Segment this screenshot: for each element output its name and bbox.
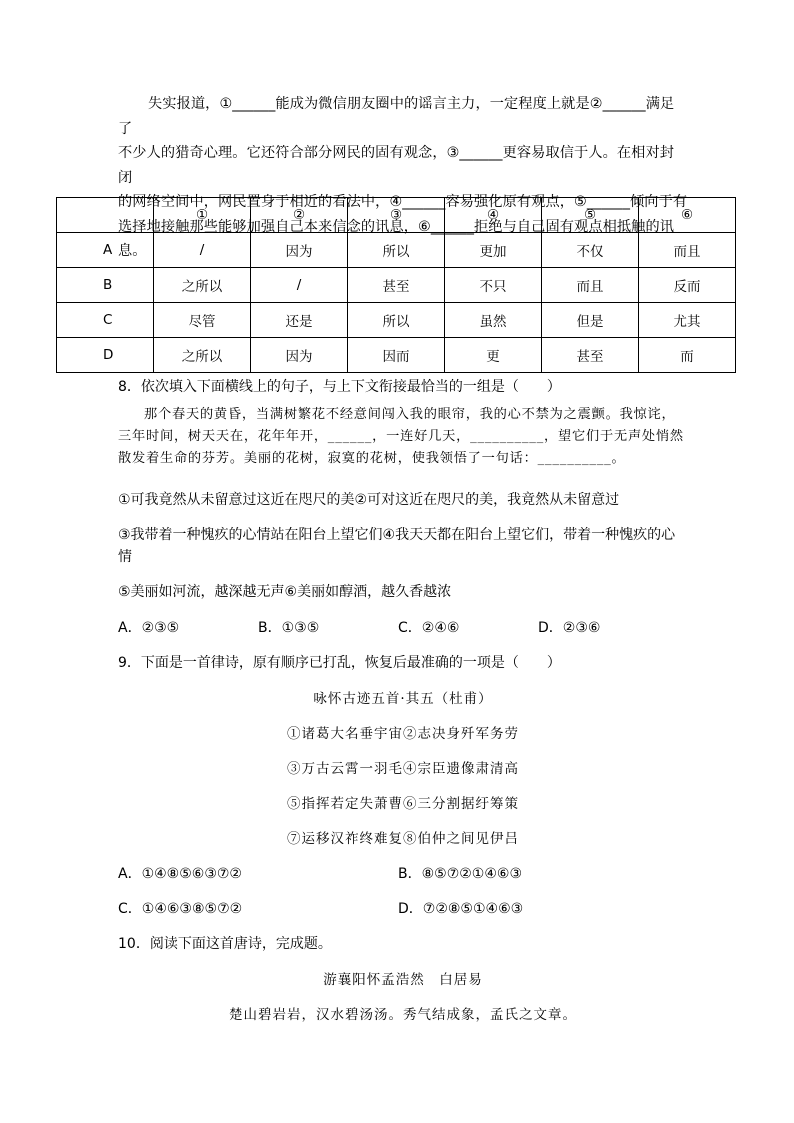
table-row xyxy=(57,268,736,303)
table-cell: 不只 xyxy=(445,268,542,303)
table-cell: D xyxy=(57,338,154,373)
poem-line: ①诸葛大名垂宇宙②志决身歼军务劳 xyxy=(287,726,519,742)
question-8-option-line: ③我带着一种愧疚的心情站在阳台上望它们④我天天都在阳台上望它们，带着一种愧疚的心 xyxy=(118,527,676,543)
passage-line: 那个春天的黄昏，当满树繁花不经意间闯入我的眼帘，我的心不禁为之震颤。我惊诧， xyxy=(144,407,676,422)
table-cell: 而且 xyxy=(639,233,736,268)
table-cell: 因而 xyxy=(348,338,445,373)
choice-b: B．⑧⑤⑦②①④⑥③ xyxy=(398,866,523,882)
table-cell xyxy=(57,198,154,233)
choice-c: C．②④⑥ xyxy=(398,620,460,636)
table-cell: 而且 xyxy=(542,268,639,303)
table-cell: ⑤ xyxy=(542,198,639,233)
table-cell: 而 xyxy=(639,338,736,373)
table-row xyxy=(57,338,736,373)
table-row xyxy=(57,303,736,338)
question-8-choices xyxy=(118,617,678,637)
question-8-option-line: ①可我竟然从未留意过这近在咫尺的美②可对这近在咫尺的美，我竟然从未留意过 xyxy=(118,492,620,508)
table-cell: 因为 xyxy=(251,338,348,373)
table-cell: 不仅 xyxy=(542,233,639,268)
table-cell: 还是 xyxy=(251,303,348,338)
choice-d: D．②③⑥ xyxy=(538,620,601,636)
options-table xyxy=(56,197,736,373)
intro-line: 失实报道，①______能成为微信朋友圈中的谣言主力，一定程度上就是②______满足了 xyxy=(118,96,675,137)
passage-line: 散发着生命的芬芳。美丽的花树，寂寞的花树，使我领悟了一句话：__________。 xyxy=(118,451,626,466)
poem-line: ③万古云霄一羽毛④宗臣遗像肃清高 xyxy=(287,761,519,777)
choice-a: A．②③⑤ xyxy=(118,620,180,636)
table-cell: 甚至 xyxy=(348,268,445,303)
table-cell: 虽然 xyxy=(445,303,542,338)
question-8-title: 8．依次填入下面横线上的句子，与上下文衔接最恰当的一组是（ ） xyxy=(118,379,561,395)
table-cell: 之所以 xyxy=(154,268,251,303)
choice-d: D．⑦②⑧⑤①④⑥③ xyxy=(398,901,524,917)
table-cell: 更 xyxy=(445,338,542,373)
passage-line: 三年时间，树天天在，花年年开，______，一连好几天，__________，望它们于无声处悄然 xyxy=(118,429,684,444)
question-10-title: 10．阅读下面这首唐诗，完成题。 xyxy=(118,936,332,952)
table-row xyxy=(57,233,736,268)
table-cell: 之所以 xyxy=(154,338,251,373)
intro-line: 选择地接触那些能够加强自己本来信念的讯息，⑥______拒绝与自己固有观点相抵触的讯息。 xyxy=(118,218,675,259)
table-cell: ⑥ xyxy=(639,198,736,233)
choice-c: C．①④⑥③⑧⑤⑦② xyxy=(118,901,243,917)
intro-line: 不少人的猎奇心理。它还符合部分网民的固有观念，③______更容易取信于人。在相对封闭 xyxy=(118,145,675,186)
table-cell: 所以 xyxy=(348,233,445,268)
table-cell: 反而 xyxy=(639,268,736,303)
table-cell: ④ xyxy=(445,198,542,233)
poem-line: 楚山碧岩岩，汉水碧汤汤。秀气结成象，孟氏之文章。 xyxy=(229,1007,577,1023)
table-cell: 因为 xyxy=(251,233,348,268)
table-cell: 甚至 xyxy=(542,338,639,373)
table-cell: A xyxy=(57,233,154,268)
question-8-option-line: 情 xyxy=(118,549,132,565)
table-cell: / xyxy=(154,233,251,268)
question-8-passage xyxy=(118,404,688,470)
table-cell: C xyxy=(57,303,154,338)
table-cell: ① xyxy=(154,198,251,233)
poem-line: ⑦运移汉祚终难复⑧伯仲之间见伊吕 xyxy=(287,831,519,847)
table-cell: / xyxy=(251,268,348,303)
table-cell: 但是 xyxy=(542,303,639,338)
table-cell: ② xyxy=(251,198,348,233)
table-cell: 尤其 xyxy=(639,303,736,338)
question-8-option-line: ⑤美丽如河流，越深越无声⑥美丽如醇酒，越久香越浓 xyxy=(118,584,452,600)
question-9-choices-row1 xyxy=(118,863,678,883)
table-cell: B xyxy=(57,268,154,303)
table-cell: ③ xyxy=(348,198,445,233)
poem-line: ⑤指挥若定失萧曹⑥三分割据纡筹策 xyxy=(287,796,519,812)
table-header-row xyxy=(57,198,736,233)
choice-a: A．①④⑧⑤⑥③⑦② xyxy=(118,866,242,882)
table-cell: 更加 xyxy=(445,233,542,268)
question-9-choices-row2 xyxy=(118,898,678,918)
table-cell: 尽管 xyxy=(154,303,251,338)
question-9-title: 9．下面是一首律诗，原有顺序已打乱，恢复后最准确的一项是（ ） xyxy=(118,655,561,671)
choice-b: B．①③⑤ xyxy=(258,620,320,636)
poem-title: 咏怀古迹五首·其五（杜甫） xyxy=(313,691,493,707)
intro-line: 的网络空间中，网民置身于相近的看法中，④______容易强化原有观点，⑤______倾向于有 xyxy=(118,194,688,210)
poem-title: 游襄阳怀孟浩然 白居易 xyxy=(323,972,483,988)
table-cell: 所以 xyxy=(348,303,445,338)
